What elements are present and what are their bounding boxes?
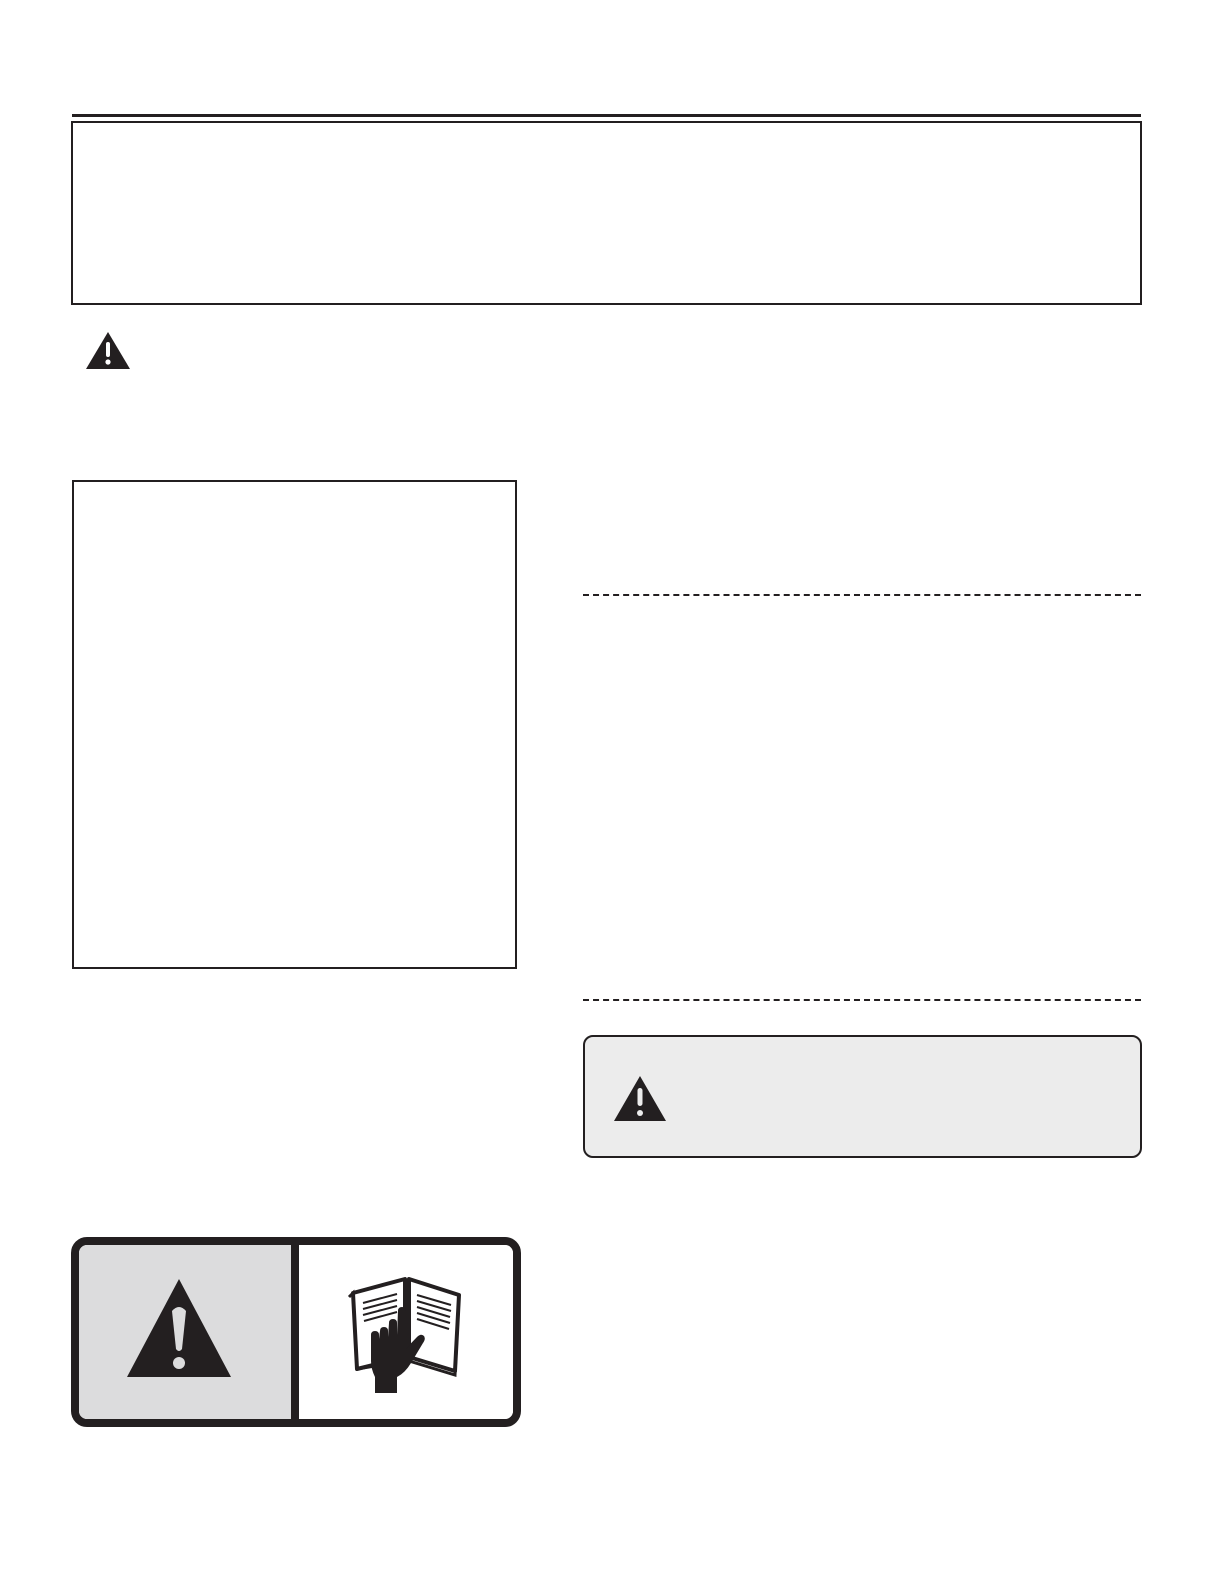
safety-label: [71, 1237, 521, 1427]
warning-triangle-icon: [85, 331, 131, 371]
warning-callout: [583, 1035, 1142, 1158]
warning-triangle-icon: [613, 1075, 667, 1123]
warning-triangle-icon: [125, 1277, 233, 1379]
content-box: [72, 480, 517, 969]
safety-label-divider: [291, 1245, 299, 1419]
header-box: [71, 121, 1142, 305]
safety-label-alert-panel: [79, 1245, 291, 1419]
read-manual-icon: [347, 1273, 467, 1397]
top-rule: [72, 114, 1141, 117]
section-divider: [583, 594, 1141, 596]
section-divider: [583, 999, 1141, 1001]
safety-label-manual-panel: [299, 1245, 513, 1419]
